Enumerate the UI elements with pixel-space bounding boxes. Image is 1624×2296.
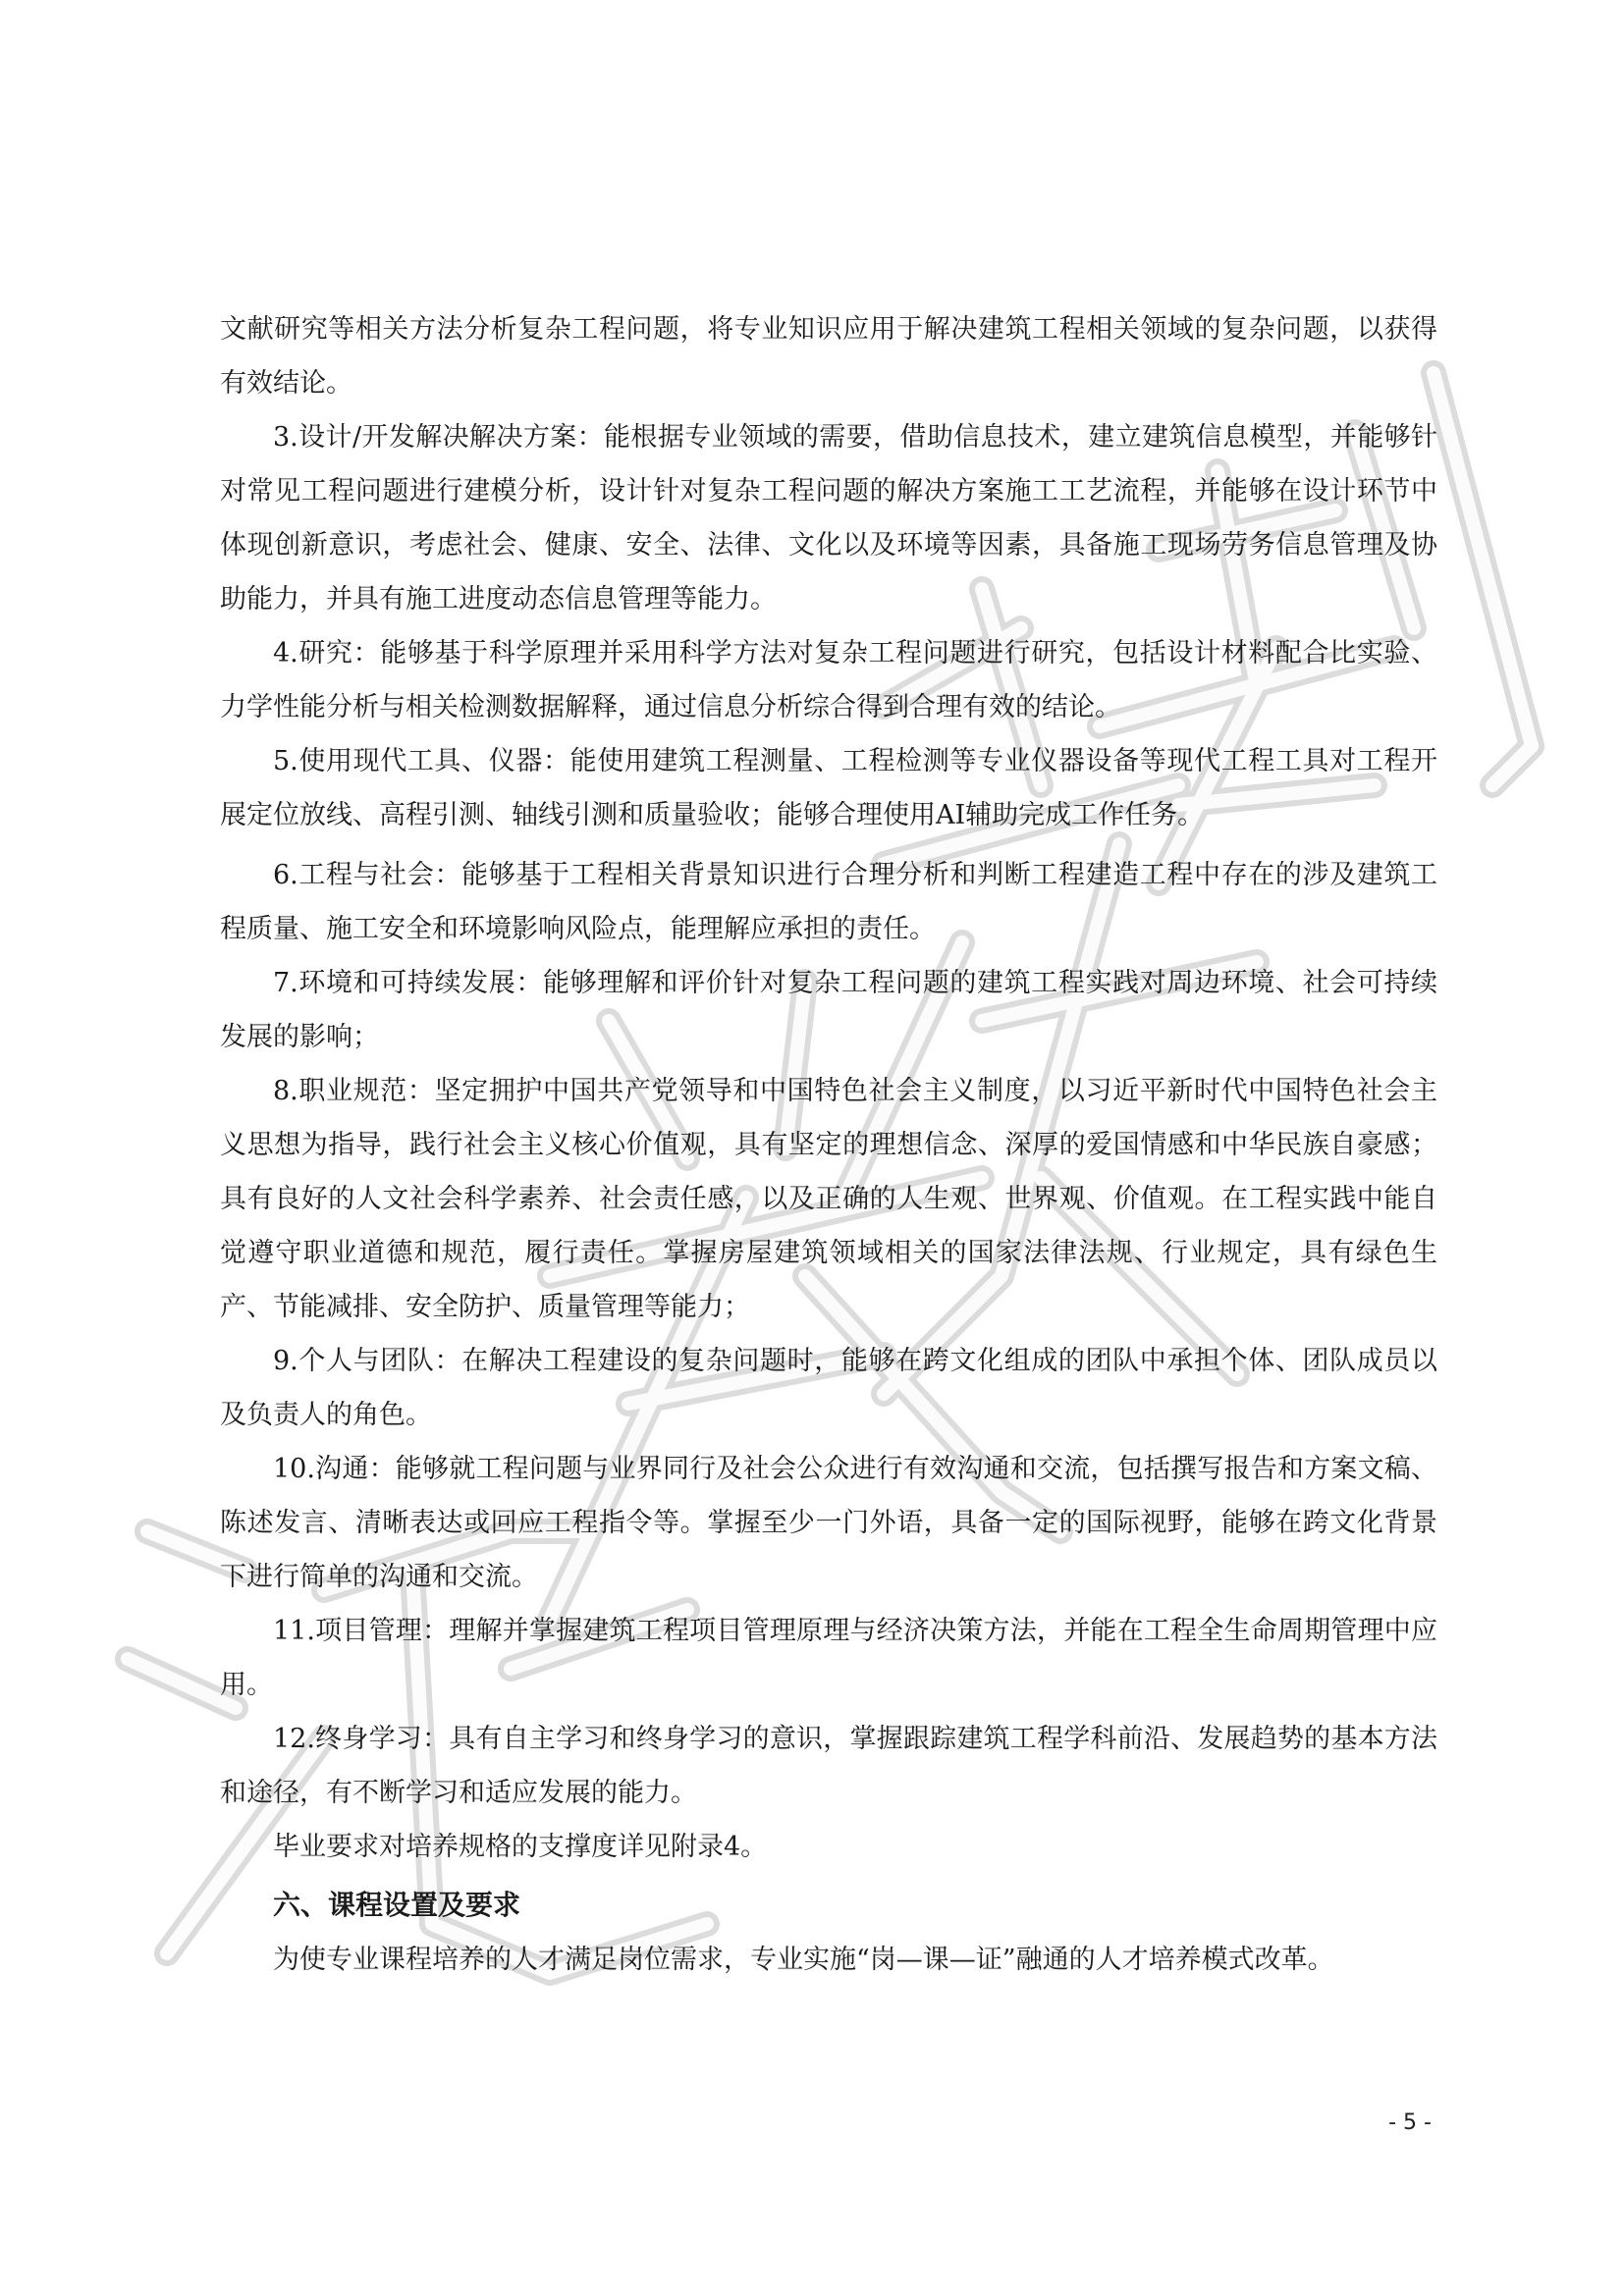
page-number: - 5 -: [1388, 2110, 1432, 2135]
paragraph-communication: 10.沟通：能够就工程问题与业界同行及社会公众进行有效沟通和交流，包括撰写报告和方案文稿、陈述发言、清晰表达或回应工程指令等。掌握至少一门外语，具备一定的国际视野，能够在跨文化背景下进行简单的沟通和交流。: [220, 1454, 1437, 1592]
paragraph-lifelong-learning: 12.终身学习：具有自主学习和终身学习的意识，掌握跟踪建筑工程学科前沿、发展趋势的基本方法和途径，有不断学习和适应发展的能力。: [220, 1724, 1437, 1808]
paragraph-engineering-society: 6.工程与社会：能够基于工程相关背景知识进行合理分析和判断工程建造工程中存在的涉及建筑工程质量、施工安全和环境影响风险点，能理解应承担的责任。: [220, 860, 1437, 944]
paragraph-continuation: 文献研究等相关方法分析复杂工程问题，将专业知识应用于解决建筑工程相关领域的复杂问题，以获得有效结论。: [220, 314, 1437, 399]
paragraph-modern-tools: 5.使用现代工具、仪器：能使用建筑工程测量、工程检测等专业仪器设备等现代工程工具对工程开展定位放线、高程引测、轴线引测和质量验收；能够合理使用AI辅助完成工作任务。: [220, 746, 1437, 830]
paragraph-research: 4.研究：能够基于科学原理并采用科学方法对复杂工程问题进行研究，包括设计材料配合比实验、力学性能分析与相关检测数据解释，通过信息分析综合得到合理有效的结论。: [220, 638, 1437, 722]
paragraph-project-management: 11.项目管理：理解并掌握建筑工程项目管理原理与经济决策方法，并能在工程全生命周期管理中应用。: [220, 1616, 1437, 1700]
section-heading: 六、课程设置及要求: [273, 1889, 521, 1921]
paragraph-professional-norms: 8.职业规范：坚定拥护中国共产党领导和中国特色社会主义制度，以习近平新时代中国特色社会主义思想为指导，践行社会主义核心价值观，具有坚定的理想信念、深厚的爱国情感和中华民族自豪感；具有良好的人文社会科学素养、社会责任感，以及正确的人生观、世界观、价值观。在工程实践中能自觉遵守职业道德和规范，履行责任。掌握房屋建筑领域相关的国家法律法规、行业规定，具有绿色生产、节能减排、安全防护、质量管理等能力；: [220, 1076, 1437, 1322]
paragraph-course-setup: 为使专业课程培养的人才满足岗位需求，专业实施“岗—课—证”融通的人才培养模式改革。: [273, 1945, 1334, 1975]
document-body: [220, 302, 1437, 1987]
paragraph-individual-team: 9.个人与团队：在解决工程建设的复杂问题时，能够在跨文化组成的团队中承担个体、团队成员以及负责人的角色。: [220, 1346, 1437, 1430]
paragraph-environment-sustainability: 7.环境和可持续发展：能够理解和评价针对复杂工程问题的建筑工程实践对周边环境、社会可持续发展的影响；: [220, 968, 1437, 1052]
paragraph-appendix-reference: 毕业要求对培养规格的支撑度详见附录4。: [273, 1832, 768, 1862]
paragraph-design-development: 3.设计/开发解决解决方案：能根据专业领域的需要，借助信息技术，建立建筑信息模型，并能够针对常见工程问题进行建模分析，设计针对复杂工程问题的解决方案施工工艺流程，并能够在设计环节中体现创新意识，考虑社会、健康、安全、法律、文化以及环境等因素，具备施工现场劳务信息管理及协助能力，并具有施工进度动态信息管理等能力。: [220, 422, 1437, 614]
